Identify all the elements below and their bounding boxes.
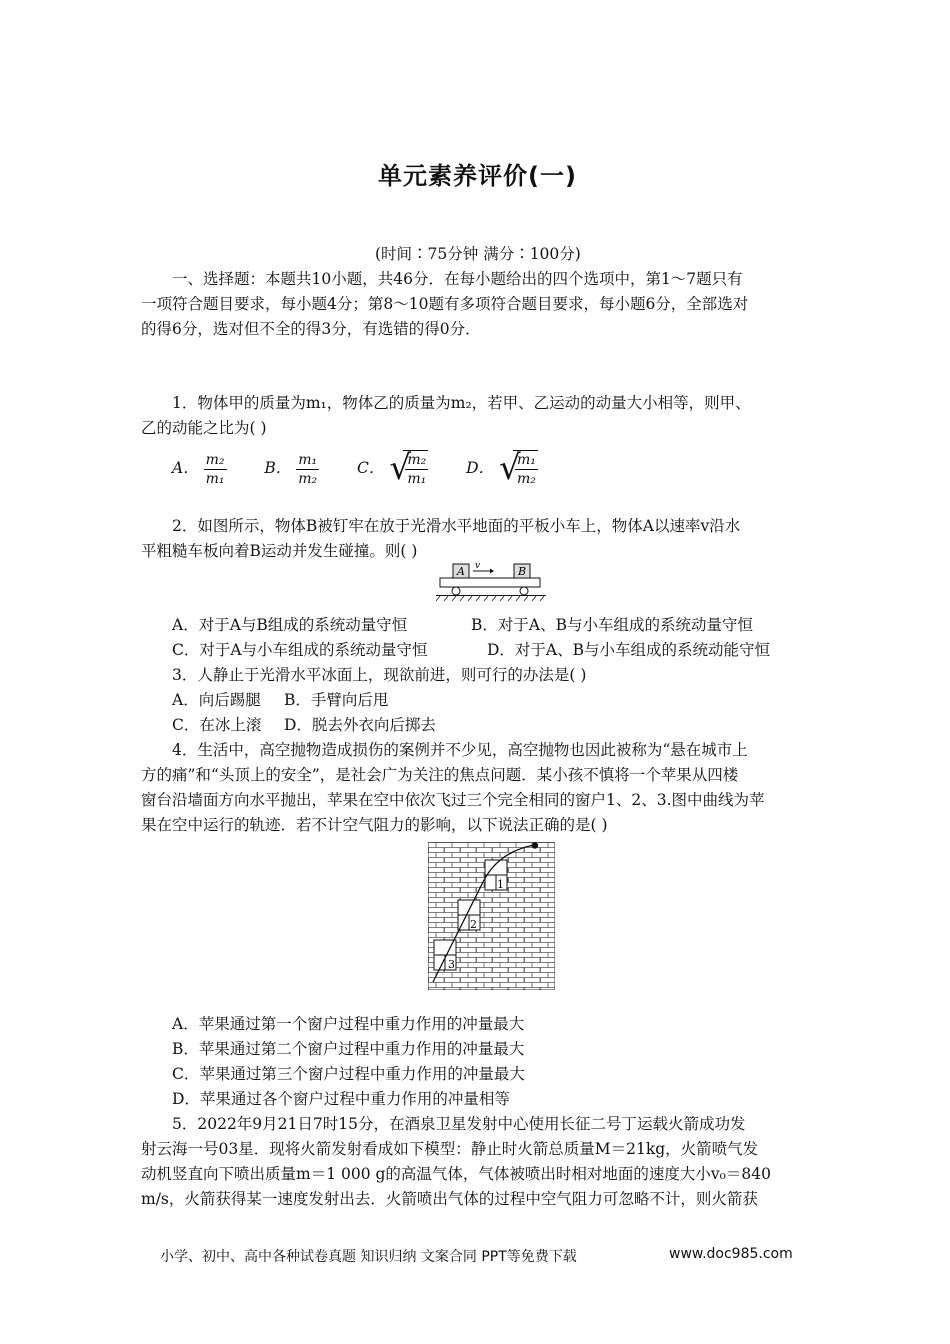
- q4-option-d[interactable]: D．苹果通过各个窗户过程中重力作用的冲量相等: [172, 1090, 510, 1108]
- q3-option-d[interactable]: D．脱去外衣向后掷去: [284, 716, 436, 734]
- exam-meta: (时间∶75分钟 满分∶100分): [375, 245, 581, 263]
- q2-stem-line-2: 平粗糙车板向着B运动并发生碰撞。则( ): [141, 542, 418, 560]
- page-title: 单元素养评价(一): [378, 162, 577, 190]
- q1-option-b-label[interactable]: B．: [264, 459, 292, 477]
- q3-option-c[interactable]: C．在冰上滚: [172, 716, 262, 734]
- footer-site-link[interactable]: www.doc985.com: [669, 1246, 793, 1262]
- q1-option-d-label[interactable]: D．: [466, 459, 495, 477]
- q3-option-a[interactable]: A．向后踢腿: [172, 691, 261, 709]
- cart-figure: [436, 560, 546, 604]
- q2-option-a[interactable]: A．对于A与B组成的系统动量守恒: [172, 616, 408, 634]
- q1-option-c-den: m₁: [407, 471, 427, 487]
- section-intro-line-2: 一项符合题目要求，每小题4分；第8～10题有多项符合题目要求，每小题6分，全部选对: [141, 295, 749, 313]
- q5-stem-line-4: m/s，火箭获得某一速度发射出去．火箭喷出气体的过程中空气阻力可忽略不计，则火箭获: [141, 1190, 758, 1208]
- brick-wall-figure: [428, 842, 555, 990]
- q4-option-b[interactable]: B．苹果通过第二个窗户过程中重力作用的冲量最大: [172, 1040, 525, 1058]
- q1-option-a-den: m₁: [205, 470, 225, 487]
- q1-stem-line-2: 乙的动能之比为( ): [141, 419, 267, 437]
- footer-text: 小学、初中、高中各种试卷真题 知识归纳 文案合同 PPT等免费下载: [160, 1249, 577, 1265]
- q1-option-c-sqrt: [389, 450, 428, 488]
- ground-hatch: [436, 596, 544, 601]
- wheel-left: [452, 587, 460, 595]
- q2-option-d[interactable]: D．对于A、B与小车组成的系统动能守恒: [487, 641, 771, 659]
- q4-stem-line-3: 窗台沿墙面方向水平抛出，苹果在空中依次飞过三个完全相同的窗户1、2、3.图中曲线为苹: [141, 791, 765, 809]
- q1-option-c-label[interactable]: C．: [357, 459, 385, 477]
- section-intro-line-3: 的得6分，选对但不全的得3分，有选错的得0分．: [141, 320, 481, 338]
- q1-option-b-num: m₁: [298, 451, 318, 468]
- q1-option-d-num: m₁: [516, 452, 536, 468]
- block-b-label: B: [518, 565, 527, 578]
- apple-dot: [532, 842, 538, 848]
- q2-option-c[interactable]: C．对于A与小车组成的系统动量守恒: [172, 641, 428, 659]
- q4-stem-line-2: 方的痛”和“头顶上的安全”，是社会广为关注的焦点问题．某小孩不慎将一个苹果从四楼: [141, 766, 739, 784]
- q1-option-d-den: m₂: [516, 471, 536, 487]
- q1-option-b-den: m₂: [298, 470, 318, 487]
- q1-option-a-fraction: [204, 451, 227, 488]
- q1-options: [172, 450, 538, 488]
- q1-option-d-sqrt: [499, 450, 538, 488]
- wheel-right: [520, 587, 528, 595]
- q4-stem-line-1: 4．生活中，高空抛物造成损伤的案例并不少见，高空抛物也因此被称为“悬在城市上: [172, 741, 748, 759]
- window-3: [434, 940, 456, 971]
- q4-option-c[interactable]: C．苹果通过第三个窗户过程中重力作用的冲量最大: [172, 1065, 525, 1083]
- q5-stem-line-2: 射云海一号03星．现将火箭发射看成如下模型：静止时火箭总质量M＝21kg，火箭喷气发: [141, 1140, 759, 1158]
- q3-option-b[interactable]: B．手臂向后甩: [284, 691, 389, 709]
- q3-stem: 3．人静止于光滑水平冰面上，现欲前进，则可行的办法是( ): [172, 666, 587, 684]
- window-3-label: 3: [448, 958, 455, 971]
- window-1-label: 1: [497, 878, 504, 891]
- q1-option-a-label[interactable]: A．: [172, 459, 199, 477]
- q1-option-c-num: m₂: [407, 452, 427, 468]
- q4-option-a[interactable]: A．苹果通过第一个窗户过程中重力作用的冲量最大: [172, 1015, 525, 1033]
- q2-stem-line-1: 2．如图所示，物体B被钉牢在放于光滑水平地面的平板小车上，物体A以速率v沿水: [172, 517, 741, 535]
- q1-stem-line-1: 1．物体甲的质量为m₁，物体乙的质量为m₂，若甲、乙运动的动量大小相等，则甲、: [172, 394, 751, 412]
- section-intro-line-1: 一、选择题：本题共10小题，共46分．在每小题给出的四个选项中，第1～7题只有: [172, 270, 743, 288]
- q2-option-b[interactable]: B．对于A、B与小车组成的系统动量守恒: [471, 616, 753, 634]
- window-2-label: 2: [470, 918, 477, 931]
- cart-board: [440, 578, 540, 587]
- q1-option-a-num: m₂: [205, 451, 225, 468]
- q5-stem-line-3: 动机竖直向下喷出质量m＝1 000 g的高温气体，气体被喷出时相对地面的速度大小v₀＝840: [141, 1165, 771, 1183]
- block-a-label: A: [457, 565, 465, 578]
- q4-stem-line-4: 果在空中运行的轨迹．若不计空气阻力的影响，以下说法正确的是( ): [141, 816, 608, 834]
- q5-stem-line-1: 5．2022年9月21日7时15分，在酒泉卫星发射中心使用长征二号丁运载火箭成功发: [172, 1115, 746, 1133]
- q1-option-b-fraction: [296, 451, 319, 488]
- velocity-label: v: [475, 561, 481, 571]
- radical-icon: √: [389, 448, 411, 488]
- arrow-head-icon: [490, 569, 494, 574]
- radical-icon: √: [498, 448, 521, 488]
